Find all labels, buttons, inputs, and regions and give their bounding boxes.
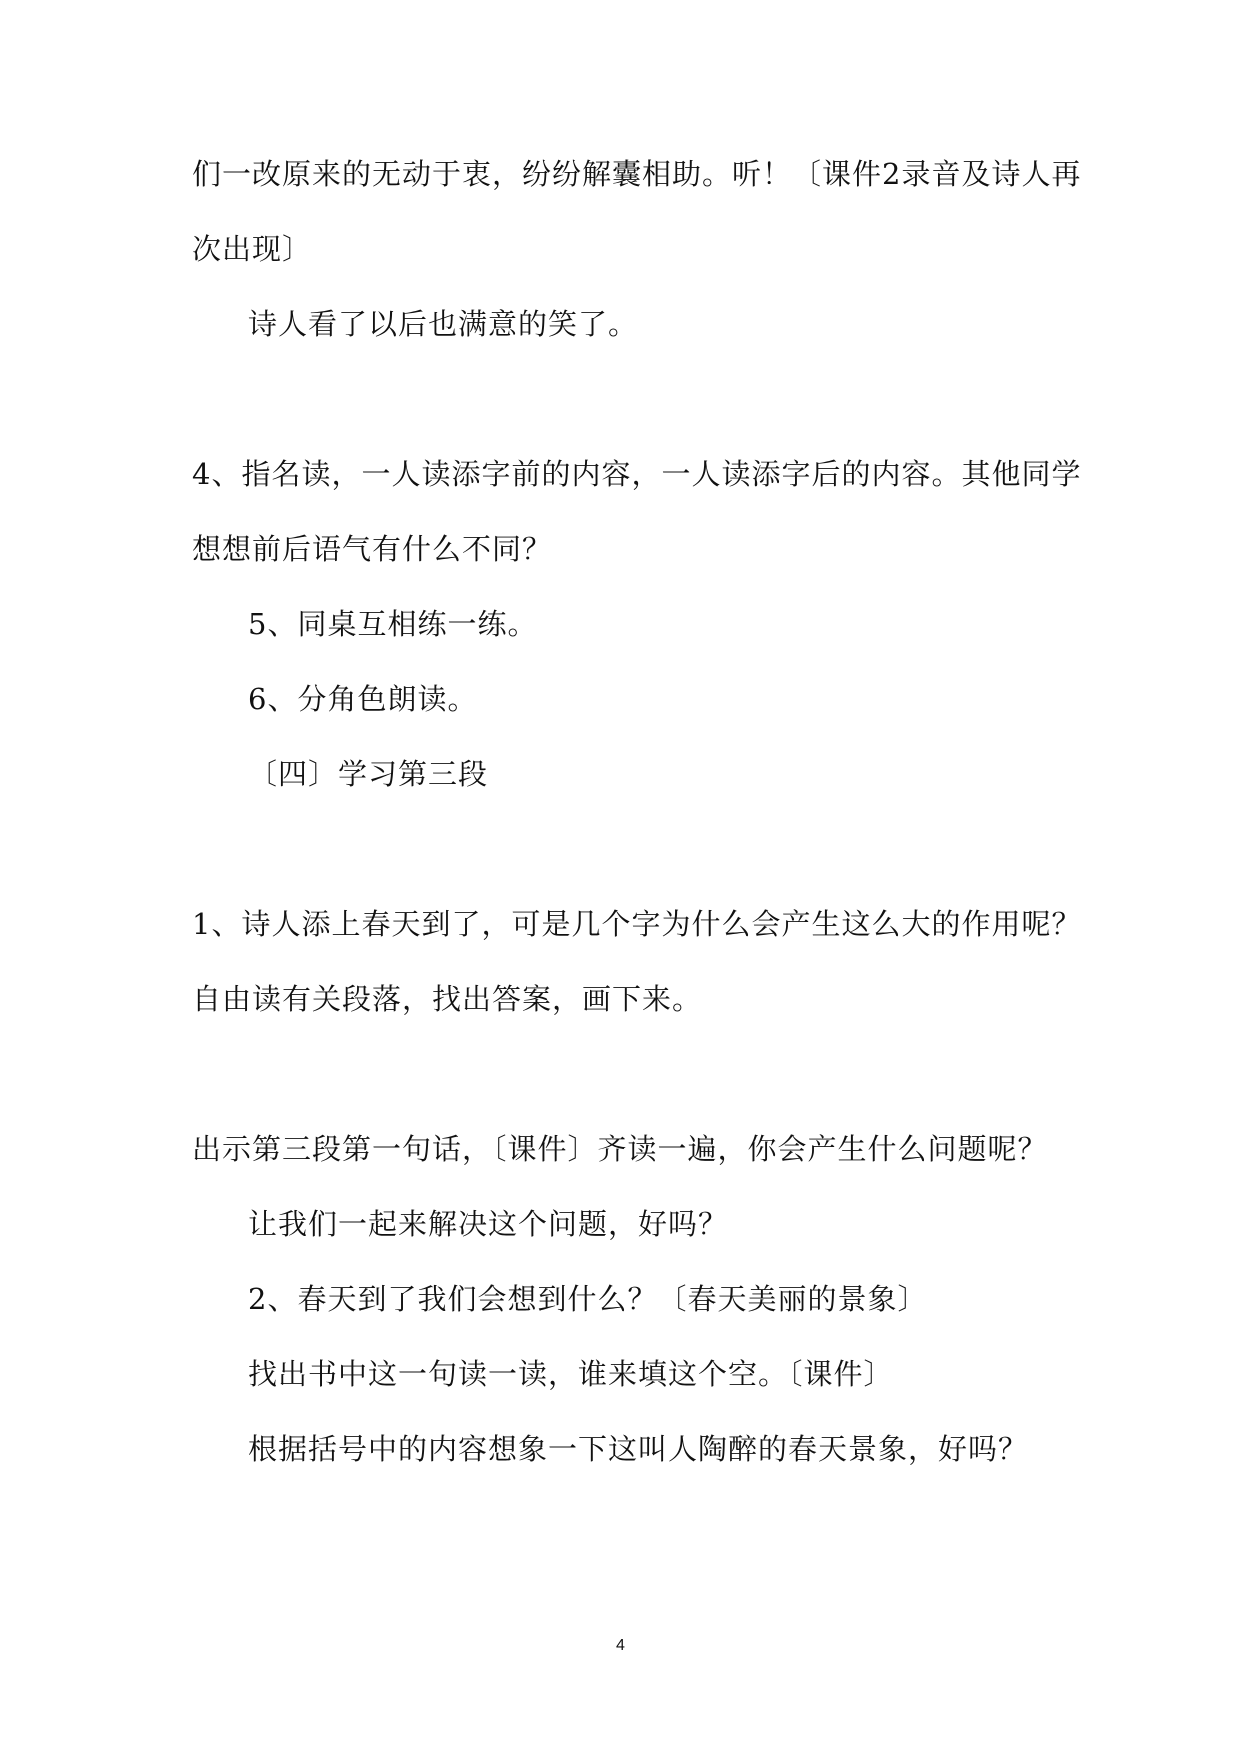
text-line: 5、同桌互相练一练。 <box>248 607 538 641</box>
text-line: 2、春天到了我们会想到什么？〔春天美丽的景象〕 <box>248 1282 928 1316</box>
text-line: 找出书中这一句读一读，谁来填这个空。〔课件〕 <box>248 1357 894 1391</box>
section-heading: 〔四〕学习第三段 <box>248 757 489 791</box>
text-line: 出示第三段第一句话，〔课件〕齐读一遍，你会产生什么问题呢？ <box>192 1132 1048 1166</box>
text-line: 6、分角色朗读。 <box>248 682 478 716</box>
text-line: 让我们一起来解决这个问题，好吗？ <box>248 1207 729 1241</box>
text-line: 次出现〕 <box>192 232 313 266</box>
text-line: 想想前后语气有什么不同？ <box>192 532 553 566</box>
text-line: 诗人看了以后也满意的笑了。 <box>248 307 639 341</box>
page-number: 4 <box>616 1637 625 1654</box>
text-line: 根据括号中的内容想象一下这叫人陶醉的春天景象，好吗？ <box>248 1432 1029 1466</box>
text-line: 们一改原来的无动于衷，纷纷解囊相助。听！〔课件2录音及诗人再 <box>192 157 1082 191</box>
text-line: 1、诗人添上春天到了，可是几个字为什么会产生这么大的作用呢？ <box>192 907 1082 941</box>
text-line: 自由读有关段落，找出答案，画下来。 <box>192 982 703 1016</box>
text-line: 4、指名读，一人读添字前的内容，一人读添字后的内容。其他同学 <box>192 457 1082 491</box>
